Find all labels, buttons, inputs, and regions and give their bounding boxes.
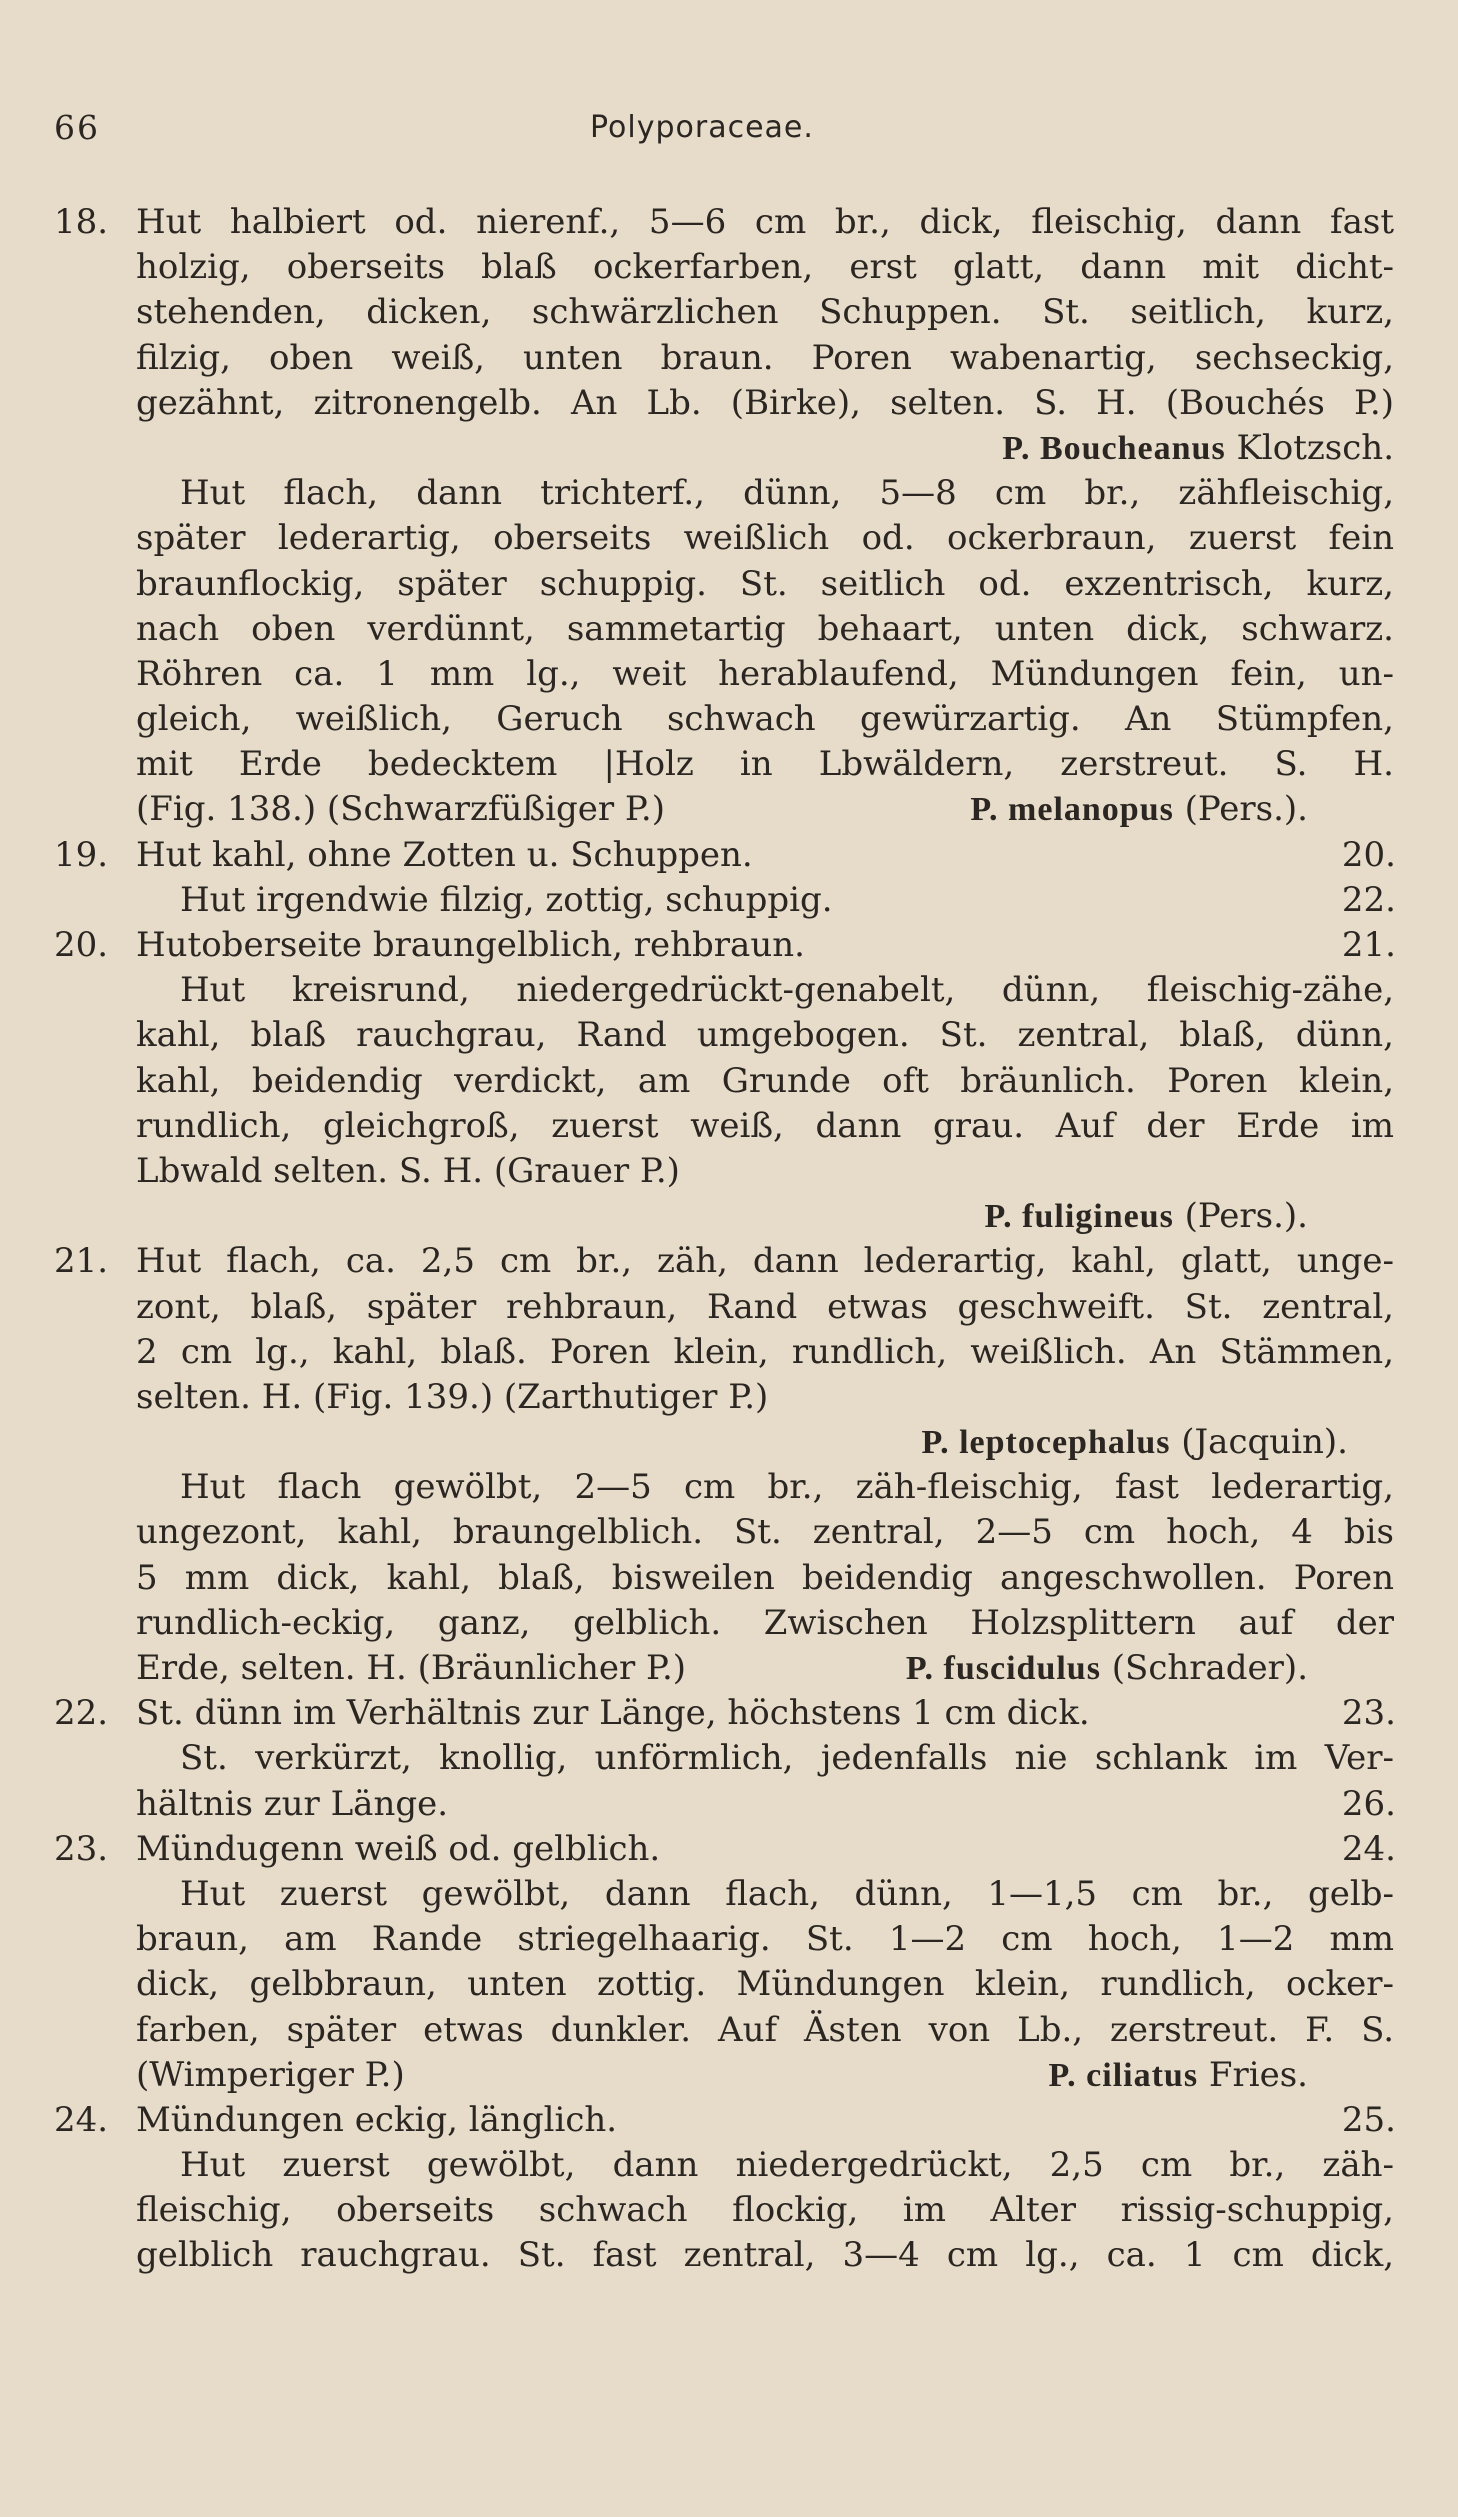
line-text: Hut irgendwie filzig, zottig, schuppig.	[180, 879, 833, 920]
text-line	[0, 1510, 1458, 1555]
text-line	[0, 2008, 1458, 2053]
couplet-reference: 20.	[1341, 834, 1396, 875]
text-line	[0, 471, 1458, 516]
line-text: Röhren ca. 1 mm lg., weit herablaufend, Mündungen fein, un-	[136, 653, 1394, 694]
text-line	[0, 336, 1458, 381]
text-line	[0, 381, 1458, 426]
species-binomial: P. leptocephalus	[921, 1424, 1171, 1462]
species-binomial: P. ciliatus	[1048, 2056, 1199, 2094]
couplet-reference: 21.	[1341, 925, 1396, 965]
line-text: rundlich, gleichgroß, zuerst weiß, dann grau. Auf der Erde im	[136, 1105, 1394, 1146]
text-line	[0, 1375, 1458, 1420]
text-line	[0, 1691, 1458, 1736]
text-line	[0, 1962, 1458, 2007]
line-text: Hut zuerst gewölbt, dann flach, dünn, 1—1,5 cm br., gelb-	[180, 1873, 1394, 1914]
line-text: kahl, blaß rauchgrau, Rand umgebogen. St. zentral, blaß, dünn,	[136, 1015, 1394, 1056]
text-line	[0, 1827, 1458, 1872]
line-text: St. verkürzt, knollig, unförmlich, jedenfalls nie schlank im Ver-	[180, 1738, 1394, 1779]
page-number: 66	[54, 108, 100, 147]
line-text: Hut flach, dann trichterf., dünn, 5—8 cm br., zähfleischig,	[180, 473, 1394, 514]
line-text: stehenden, dicken, schwärzlichen Schuppen. St. seitlich, kurz,	[136, 292, 1394, 333]
couplet-number: 19.	[54, 834, 109, 875]
running-title: Polyporaceae.	[590, 110, 814, 145]
line-text: gleich, weißlich, Geruch schwach gewürzartig. An Stümpfen,	[136, 699, 1394, 740]
couplet-number: 23.	[54, 1828, 109, 1869]
line-text: Hut flach, ca. 2,5 cm br., zäh, dann lederartig, kahl, glatt, unge-	[136, 1241, 1394, 1282]
species-binomial: P. Boucheanus	[1002, 429, 1226, 467]
text-line	[0, 742, 1458, 787]
species-name	[1049, 2053, 1308, 2098]
line-text: rundlich-eckig, ganz, gelblich. Zwischen Holzsplittern auf der	[136, 1602, 1394, 1643]
couplet-number: 18.	[54, 202, 109, 242]
line-text: Mündugenn weiß od. gelblich.	[136, 1828, 661, 1869]
line-text: nach oben verdünnt, sammetartig behaart, unten dick, schwarz.	[136, 608, 1394, 649]
text-line	[0, 1736, 1458, 1781]
text-line	[0, 245, 1458, 290]
line-text: (Fig. 138.) (Schwarzfüßiger P.)	[136, 789, 665, 830]
text-line	[0, 1782, 1458, 1827]
text-line	[0, 1917, 1458, 1962]
text-line	[0, 1059, 1458, 1104]
species-binomial: P. fuligineus	[984, 1198, 1174, 1236]
line-text: gelblich rauchgrau. St. fast zentral, 3—4 cm lg., ca. 1 cm dick,	[136, 2235, 1394, 2276]
line-text: braunflockig, später schuppig. St. seitlich od. exzentrisch, kurz,	[136, 563, 1394, 604]
line-text: später lederartig, oberseits weißlich od. ockerbraun, zuerst fein	[136, 518, 1394, 559]
line-text: Hut kreisrund, niedergedrückt-genabelt, dünn, fleischig-zähe,	[180, 970, 1394, 1011]
text-line	[0, 516, 1458, 561]
text-line	[0, 290, 1458, 335]
line-text: St. dünn im Verhältnis zur Länge, höchstens 1 cm dick.	[136, 1693, 1090, 1734]
species-binomial: P. melanopus	[970, 791, 1174, 829]
text-line	[0, 1330, 1458, 1375]
line-text: (Wimperiger P.)	[136, 2054, 405, 2095]
text-line	[0, 2098, 1458, 2143]
species-line	[0, 1194, 1458, 1239]
text-line	[0, 1872, 1458, 1917]
line-text: Lbwald selten. S. H. (Grauer P.)	[136, 1150, 680, 1191]
line-text: hältnis zur Länge.	[136, 1783, 449, 1824]
text-line	[0, 1285, 1458, 1330]
couplet-reference: 22.	[1341, 879, 1396, 920]
text-line	[0, 652, 1458, 697]
species-name	[921, 1420, 1348, 1465]
species-name	[985, 1194, 1309, 1239]
line-text: Mündungen eckig, länglich.	[136, 2099, 618, 2140]
text-line	[0, 2143, 1458, 2188]
species-line	[0, 426, 1458, 471]
couplet-number: 20.	[54, 925, 109, 965]
couplet-number: 21.	[54, 1241, 109, 1282]
line-text: Hut flach gewölbt, 2—5 cm br., zäh-fleischig, fast lederartig,	[180, 1467, 1394, 1508]
line-text: ungezont, kahl, braungelblich. St. zentral, 2—5 cm hoch, 4 bis	[136, 1512, 1394, 1553]
species-author: (Jacquin).	[1181, 1422, 1348, 1463]
line-text: Hut halbiert od. nierenf., 5—6 cm br., dick, fleischig, dann fast	[136, 202, 1394, 242]
line-text: holzig, oberseits blaß ockerfarben, erst glatt, dann mit dicht-	[136, 247, 1394, 288]
line-text: Hut kahl, ohne Zotten u. Schuppen.	[136, 834, 753, 875]
text-line	[0, 1104, 1458, 1149]
text-line	[0, 562, 1458, 607]
text-line	[0, 697, 1458, 742]
key-text	[0, 200, 1458, 2279]
line-text: braun, am Rande striegelhaarig. St. 1—2 cm hoch, 1—2 mm	[136, 1919, 1394, 1960]
species-author: (Pers.).	[1184, 1196, 1308, 1237]
species-line	[0, 787, 1458, 832]
text-line	[0, 607, 1458, 652]
line-text: filzig, oben weiß, unten braun. Poren wabenartig, sechseckig,	[136, 337, 1394, 378]
text-line	[0, 2188, 1458, 2233]
line-text: kahl, beidendig verdickt, am Grunde oft bräunlich. Poren klein,	[136, 1060, 1394, 1101]
line-text: Hutoberseite braungelblich, rehbraun.	[136, 925, 805, 965]
text-line	[0, 1013, 1458, 1058]
text-line	[0, 1465, 1458, 1510]
line-text: mit Erde bedecktem |Holz in Lbwäldern, zerstreut. S. H.	[136, 744, 1394, 785]
text-line	[0, 923, 1458, 968]
species-name	[970, 787, 1308, 832]
couplet-reference: 24.	[1341, 1828, 1396, 1869]
species-author: Klotzsch.	[1236, 427, 1394, 468]
species-line	[0, 2053, 1458, 2098]
line-text: fleischig, oberseits schwach flockig, im Alter rissig-schuppig,	[136, 2190, 1394, 2231]
line-text: dick, gelbbraun, unten zottig. Mündungen klein, rundlich, ocker-	[136, 1964, 1394, 2005]
line-text: farben, später etwas dunkler. Auf Ästen von Lb., zerstreut. F. S.	[136, 2009, 1394, 2050]
couplet-number: 24.	[54, 2099, 109, 2140]
species-author: (Schrader).	[1111, 1648, 1308, 1688]
text-line	[0, 833, 1458, 878]
text-line	[0, 1601, 1458, 1646]
text-line	[0, 1556, 1458, 1601]
line-text: selten. H. (Fig. 139.) (Zarthutiger P.)	[136, 1376, 769, 1417]
couplet-reference: 25.	[1341, 2099, 1396, 2140]
couplet-reference: 23.	[1341, 1693, 1396, 1734]
text-line	[0, 878, 1458, 923]
text-line	[0, 2233, 1458, 2278]
line-text: 2 cm lg., kahl, blaß. Poren klein, rundlich, weißlich. An Stämmen,	[136, 1331, 1394, 1372]
species-line	[0, 1646, 1458, 1691]
species-name	[906, 1646, 1308, 1691]
line-text: Hut zuerst gewölbt, dann niedergedrückt, 2,5 cm br., zäh-	[180, 2145, 1394, 2186]
species-binomial: P. fuscidulus	[905, 1650, 1101, 1687]
species-name	[1002, 426, 1394, 471]
couplet-reference: 26.	[1341, 1783, 1396, 1824]
couplet-number: 22.	[54, 1693, 109, 1734]
line-text: 5 mm dick, kahl, blaß, bisweilen beidendig angeschwollen. Poren	[136, 1557, 1394, 1598]
species-author: (Pers.).	[1184, 789, 1308, 830]
text-line	[0, 200, 1458, 245]
species-author: Fries.	[1208, 2054, 1308, 2095]
line-text: Erde, selten. H. (Bräunlicher P.)	[136, 1648, 687, 1688]
text-line	[0, 1239, 1458, 1284]
text-line	[0, 1149, 1458, 1194]
line-text: gezähnt, zitronengelb. An Lb. (Birke), selten. S. H. (Bouchés P.)	[136, 382, 1394, 423]
text-line	[0, 968, 1458, 1013]
species-line	[0, 1420, 1458, 1465]
line-text: zont, blaß, später rehbraun, Rand etwas geschweift. St. zentral,	[136, 1286, 1394, 1327]
